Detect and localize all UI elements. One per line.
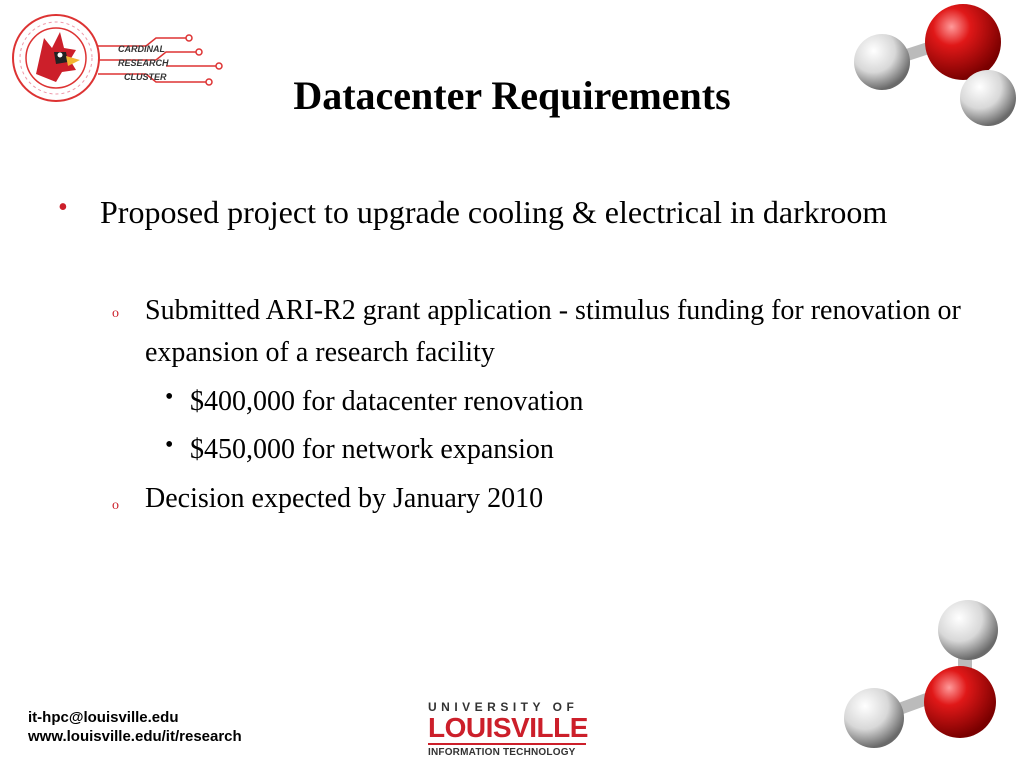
bullet-level3-datacenter: $400,000 for datacenter renovation	[190, 386, 584, 417]
uofl-name-text: LOUISVILLE	[428, 712, 588, 743]
footer-url: www.louisville.edu/it/research	[28, 728, 242, 745]
logo-text-cardinal: CARDINAL	[118, 44, 165, 54]
sub-sub-bullet-icon: •	[165, 384, 174, 410]
molecule-decoration-bottom	[838, 598, 1020, 766]
logo-text-cluster: CLUSTER	[124, 72, 167, 82]
logo-text-research: RESEARCH	[118, 58, 169, 68]
footer-email: it-hpc@louisville.edu	[28, 709, 179, 726]
sub-sub-bullet-icon: •	[165, 432, 174, 458]
uofl-top-text: UNIVERSITY OF	[428, 700, 579, 714]
sub-bullet-icon: o	[112, 498, 119, 513]
uofl-sub-text: INFORMATION TECHNOLOGY	[428, 747, 576, 758]
bullet-icon: •	[58, 192, 68, 223]
footer-contact	[28, 708, 242, 746]
uofl-rule	[428, 743, 586, 745]
bullet-level3-network: $450,000 for network expansion	[190, 434, 554, 465]
university-of-louisville-logo	[428, 700, 598, 762]
bullet-level1-upgrade: Proposed project to upgrade cooling & electrical in darkroom	[100, 194, 888, 230]
bullet-level2-decision: Decision expected by January 2010	[145, 483, 544, 514]
sub-bullet-icon: o	[112, 306, 119, 321]
bullet-level2-grant: Submitted ARI-R2 grant application - stimulus funding for renovation or expansion of a research facility	[145, 295, 961, 368]
slide-title: Datacenter Requirements	[293, 73, 731, 118]
